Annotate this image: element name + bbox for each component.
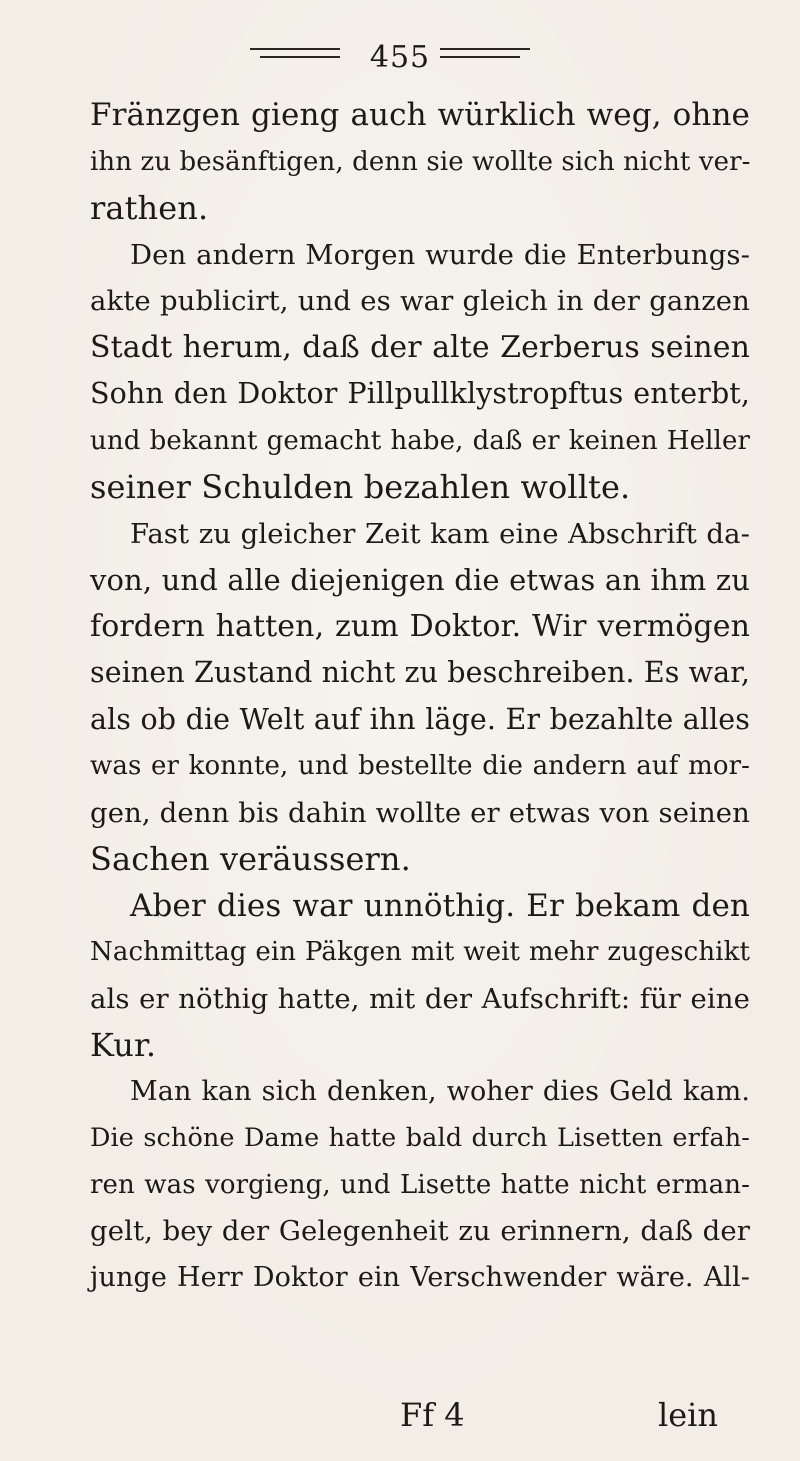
text-line: Fränzgen gieng auch würklich weg, ohne (90, 97, 750, 133)
text-line: Man kan sich denken, woher dies Geld kam. (130, 1075, 750, 1107)
text-line: als er nöthig hatte, mit der Aufschrift: für eine (90, 982, 750, 1015)
header-rule-left-upper (250, 48, 340, 50)
text-line: gen, denn bis dahin wollte er etwas von seinen (90, 796, 750, 829)
text-line: was er konnte, und bestellte die andern auf mor- (90, 751, 750, 781)
text-line: rathen. (90, 189, 209, 227)
page-number: 455 (369, 40, 431, 75)
text-line: seiner Schulden bezahlen wollte. (90, 468, 631, 506)
text-line: ren was vorgieng, und Lisette hatte nicht erman- (90, 1169, 750, 1200)
text-line: gelt, bey der Gelegenheit zu erinnern, daß der (90, 1215, 750, 1247)
text-line: fordern hatten, zum Doktor. Wir vermögen (90, 608, 750, 644)
text-line: junge Herr Doktor ein Verschwender wäre. All- (90, 1261, 750, 1293)
page-header (0, 40, 800, 84)
text-line: Stadt herum, daß der alte Zerberus seinen (90, 329, 750, 365)
text-line: Sohn den Doktor Pillpullklystropftus enterbt, (90, 377, 750, 410)
text-line: akte publicirt, und es war gleich in der ganzen (90, 285, 750, 317)
text-line: Aber dies war unnöthig. Er bekam den (130, 887, 750, 924)
header-rule-right-lower (440, 56, 520, 58)
text-line: Die schöne Dame hatte bald durch Lisetten erfah- (90, 1123, 750, 1153)
text-line: Den andern Morgen wurde die Enterbungs- (130, 238, 750, 271)
text-line: als ob die Welt auf ihn läge. Er bezahlte alles (90, 702, 750, 736)
text-line: Nachmittag ein Päkgen mit weit mehr zugeschikt (90, 937, 750, 967)
signature-mark: Ff 4 (400, 1396, 465, 1434)
text-line: ihn zu besänftigen, denn sie wollte sich nicht ver- (90, 146, 751, 177)
text-line: Fast zu gleicher Zeit kam eine Abschrift da- (130, 517, 750, 550)
text-line: und bekannt gemacht habe, daß er keinen Heller (90, 425, 750, 456)
header-rule-left-lower (260, 56, 340, 58)
header-rule-right-upper (440, 48, 530, 50)
text-line: seinen Zustand nicht zu beschreiben. Es war, (90, 656, 750, 689)
text-line: Kur. (90, 1026, 157, 1064)
body-text (90, 92, 750, 1301)
catchword: lein (658, 1396, 719, 1434)
page-footer (0, 1392, 800, 1438)
text-line: Sachen veräussern. (90, 840, 411, 878)
text-line: von, und alle diejenigen die etwas an ihm zu (90, 563, 750, 597)
